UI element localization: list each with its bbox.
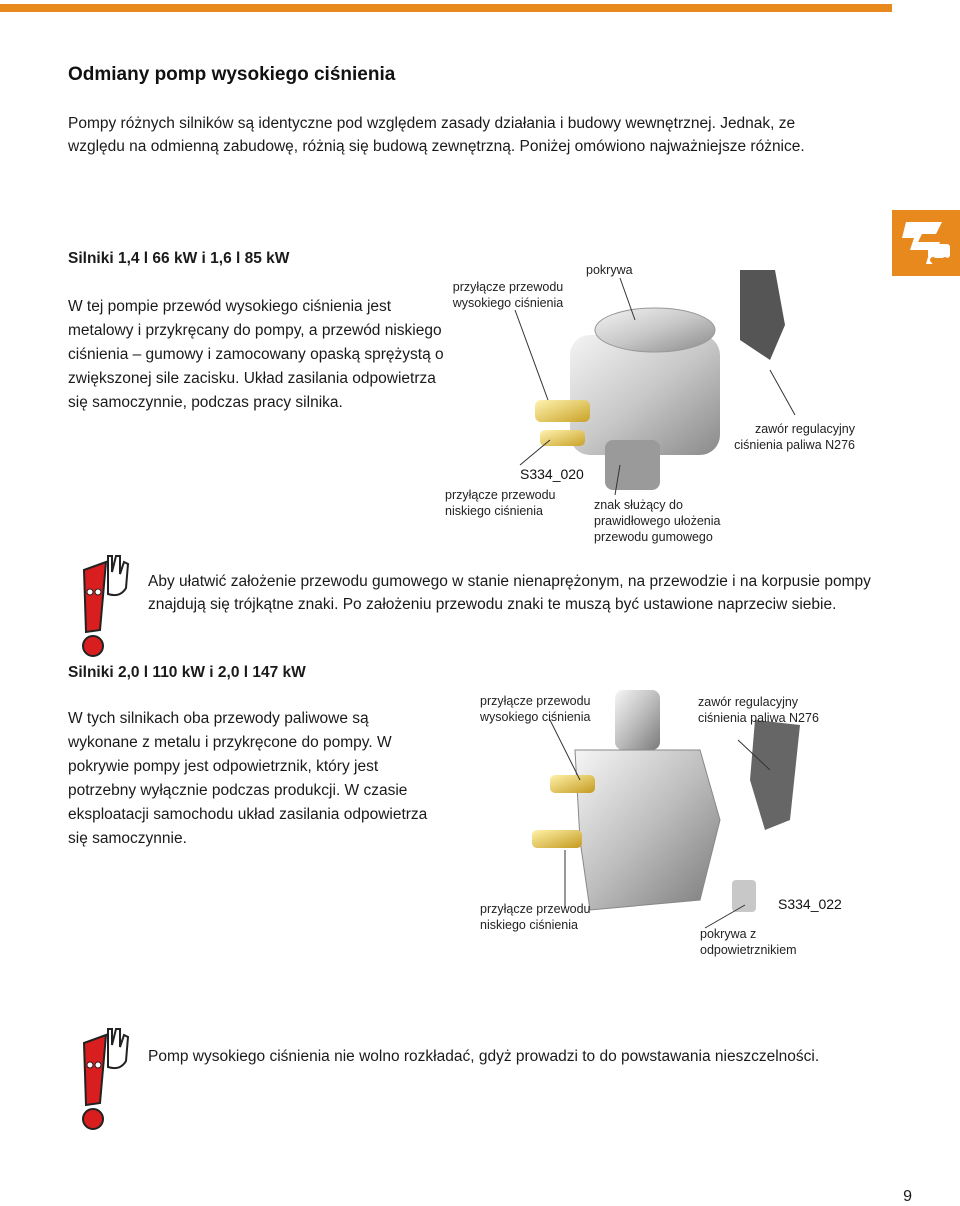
page-number: 9 xyxy=(903,1188,912,1205)
intro-paragraph: Pompy różnych silników są identyczne pod względem zasady działania i budowy wewnętrznej. Jednak, ze względu na odmienną zabudowę, różnią się budową zewnętrzną. Poniżej omówiono najważniejsze różnice. xyxy=(68,115,805,155)
fig1-label-cover: pokrywa xyxy=(586,263,633,277)
fig1-label-valve: zawór regulacyjny ciśnienia paliwa N276 xyxy=(734,422,855,452)
section1-note: Aby ułatwić założenie przewodu gumowego w stanie nienaprężonym, na przewodzie i na korpusie pompy znajdują się trójkątne znaki. Po założeniu przewodu znaki te muszą być ustawione naprzeciw siebie. xyxy=(148,573,871,613)
fig2-label-cover: pokrywa z odpowietrznikiem xyxy=(700,927,797,957)
fig1-id: S334_020 xyxy=(520,466,584,482)
section2-heading: Silniki 2,0 l 110 kW i 2,0 l 147 kW xyxy=(68,664,306,681)
fig1-label-high-pressure: przyłącze przewodu wysokiego ciśnienia xyxy=(452,280,564,310)
section1-heading: Silniki 1,4 l 66 kW i 1,6 l 85 kW xyxy=(68,250,290,267)
top-accent-bar xyxy=(0,4,892,12)
fig1-label-low-pressure: przyłącze przewodu niskiego ciśnienia xyxy=(445,488,556,518)
warning-exclamation-icon-2 xyxy=(62,1025,132,1133)
section1-text: W tej pompie przewód wysokiego ciśnienia jest metalowy i przykręcany do pompy, a przewód niskiego ciśnienia – gumowy i zamocowany opaską sprężystą o zwiększonej sile zacisku. Układ zasilania odpowietrza się samoczynnie, podczas pracy silnika. xyxy=(68,298,444,411)
page-title: Odmiany pomp wysokiego ciśnienia xyxy=(68,64,396,85)
fig2-label-valve: zawór regulacyjny ciśnienia paliwa N276 xyxy=(698,695,819,725)
chapter-tab xyxy=(892,210,960,276)
fig2-id: S334_022 xyxy=(778,896,842,912)
fig2-label-high-pressure: przyłącze przewodu wysokiego ciśnienia xyxy=(480,694,591,724)
warning-exclamation-icon xyxy=(62,552,132,660)
fig2-label-low-pressure: przyłącze przewodu niskiego ciśnienia xyxy=(480,902,591,932)
section2-note: Pomp wysokiego ciśnienia nie wolno rozkładać, gdyż prowadzi to do powstawania nieszczelności. xyxy=(148,1048,820,1065)
section2-text: W tych silnikach oba przewody paliwowe są wykonane z metalu i przykręcone do pompy. W pokrywie pompy jest odpowietrznik, który jest potrzebny wyłącznie podczas produkcji. W czasie eksploatacji samochodu układ zasilania odpowietrza się samoczynnie. xyxy=(68,710,428,847)
engine-tab-icon xyxy=(892,210,960,276)
fig1-label-mark: znak służący do prawidłowego ułożenia przewodu gumowego xyxy=(594,498,721,544)
